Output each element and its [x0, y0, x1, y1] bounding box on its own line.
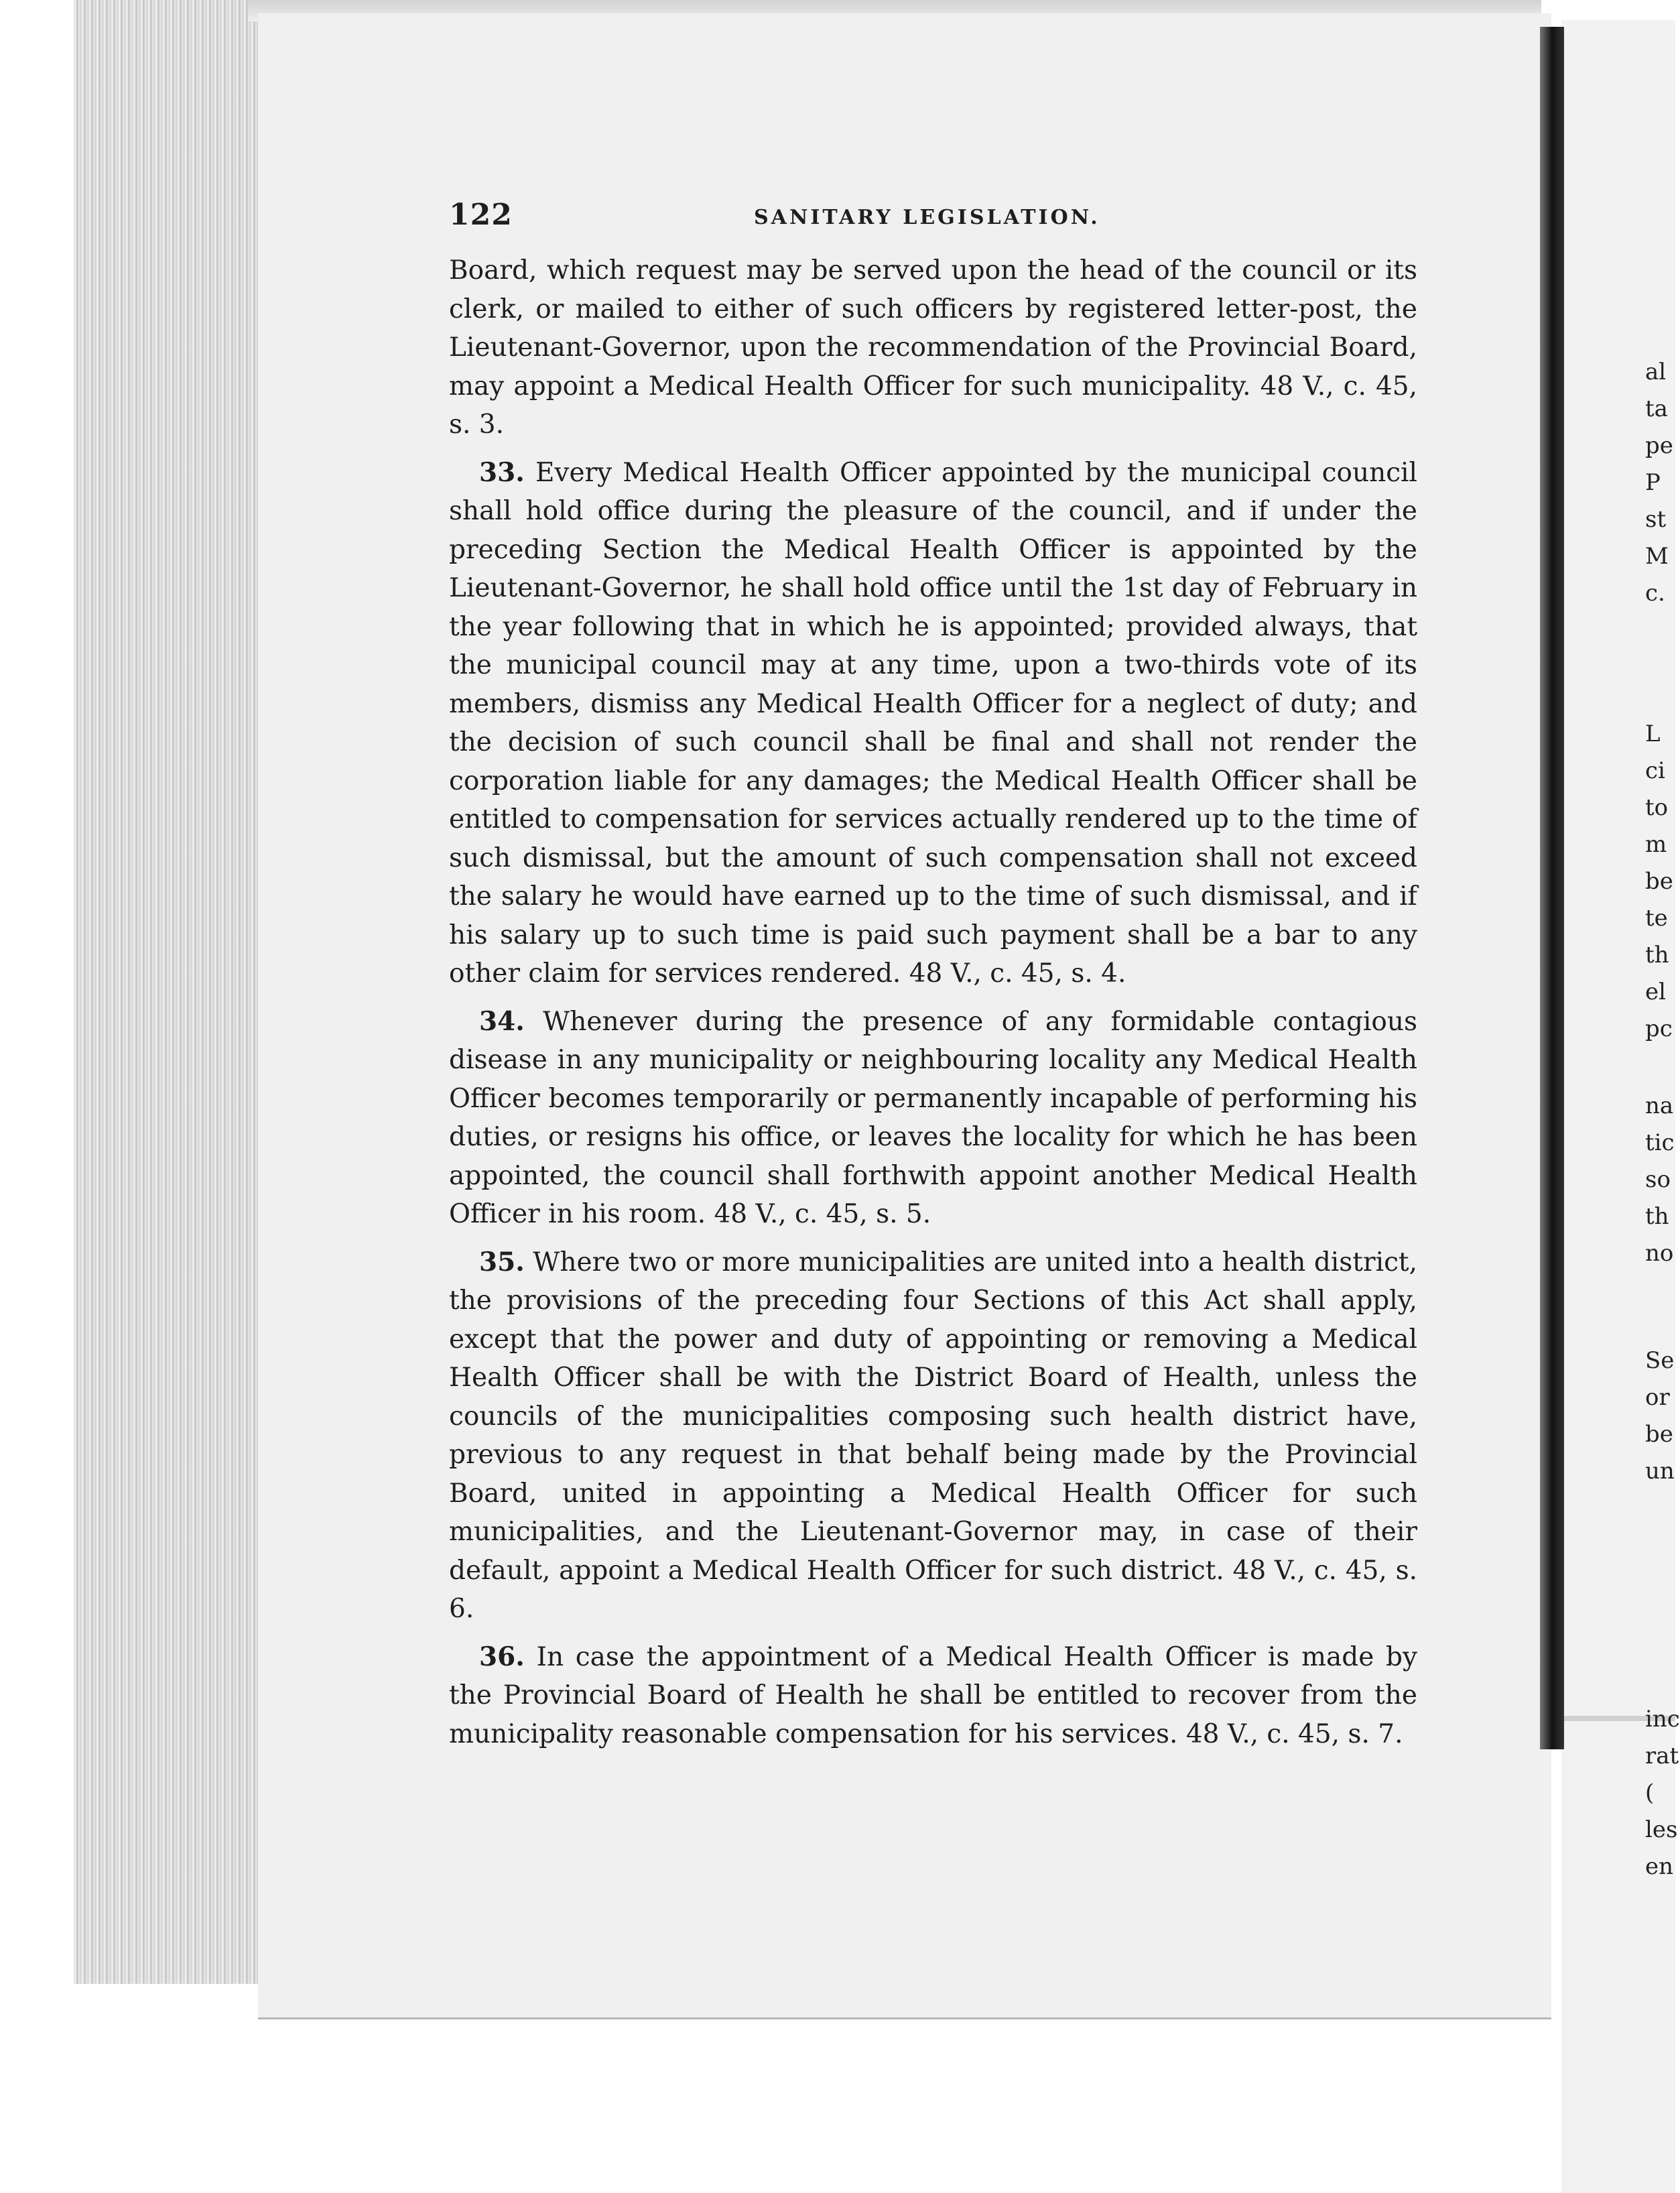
section-number: 35. [479, 1246, 525, 1277]
section-number: 36. [479, 1641, 525, 1672]
fragment: les [1645, 1816, 1678, 1843]
section-34 [449, 1003, 1417, 1234]
fragment: to [1645, 794, 1669, 821]
section-33 [449, 454, 1417, 993]
page-text-block [449, 198, 1417, 1763]
book-gutter-shadow [1540, 27, 1564, 1749]
section-number: 33. [479, 456, 525, 488]
fragment: el [1645, 979, 1666, 1005]
page-number: 122 [449, 198, 513, 232]
section-text: Every Medical Health Officer appointed by the municipal council shall hold office during the pleasure of the council, and if under the preceding Section the Medical Health Officer is appointed by the Lieutenant-Governor, he shall hold office until the 1st day of February in the year following that in which he is appointed; provided always, that the municipal council may at any time, upon a two-thirds vote of its members, dismiss any Medical Health Officer for a neglect of duty; and the decision of such council shall be final and shall not render the corporation liable for any damages; the Medical Health Officer shall be entitled to compensation for services actually rendered up to the time of such dismissal, but the amount of such compensation shall not exceed the salary he would have earned up to the time of such dismissal, and if his salary up to such time is paid such payment shall be a bar to any other claim for services rendered. 48 V., c. 45, s. 4. [449, 457, 1417, 989]
fragment: th [1645, 942, 1669, 968]
fragment: be [1645, 1421, 1673, 1448]
section-text: In case the appointment of a Medical Health Officer is made by the Provincial Board of Health he shall be entitled to recover from the municipality reasonable compensation for his services. 48 V., c. 45, s. 7. [449, 1641, 1417, 1749]
fragment: Se [1645, 1347, 1675, 1374]
fragment: un [1645, 1458, 1675, 1485]
section-text: Whenever during the presence of any formidable contagious disease in any municipality or neighbouring locality any Medical Health Officer becomes temporarily or permanently incapable of performing his duties, or resigns his office, or leaves the locality for which he has been appointed, the council shall forthwith appoint another Medical Health Officer in his room. 48 V., c. 45, s. 5. [449, 1006, 1417, 1229]
section-35 [449, 1243, 1417, 1629]
section-number: 34. [479, 1005, 525, 1037]
running-head: SANITARY LEGISLATION. [754, 206, 1100, 229]
fragment: M [1645, 543, 1669, 570]
fragment: te [1645, 905, 1668, 932]
fragment: en [1645, 1853, 1674, 1880]
book-page-edges [74, 0, 268, 1984]
fragment: L [1645, 720, 1661, 747]
fragment: al [1645, 359, 1667, 385]
fragment: ta [1645, 395, 1668, 422]
fragment: ci [1645, 757, 1665, 784]
paragraph-continued [449, 251, 1417, 444]
fragment: or [1645, 1384, 1670, 1411]
fragment: tic [1645, 1129, 1675, 1156]
section-36 [449, 1638, 1417, 1754]
fragment: na [1645, 1092, 1674, 1119]
fragment: so [1645, 1166, 1671, 1193]
fragment: st [1645, 506, 1667, 533]
fragment: th [1645, 1203, 1669, 1230]
fragment: pe [1645, 432, 1673, 459]
fragment: P [1645, 469, 1661, 496]
section-text: Where two or more municipalities are united into a health district, the provisions of the preceding four Sections of this Act shall apply, except that the power and duty of appointing or removing a Medical Health Officer shall be with the District Board of Health, unless the councils of the municipalities composing such health district have, previous to any request in that behalf being made by the Provincial Board, united in appointing a Medical Health Officer for such municipalities, and the Lieutenant-Governor may, in case of their default, appoint a Medical Health Officer for such district. 48 V., c. 45, s. 6. [449, 1247, 1417, 1624]
fragment: pc [1645, 1015, 1673, 1042]
fragment: be [1645, 868, 1673, 895]
fragment: rat [1645, 1743, 1679, 1769]
fragment: inc [1645, 1706, 1680, 1733]
fragment: c. [1645, 580, 1665, 607]
fragment: ( [1645, 1779, 1655, 1806]
fragment: no [1645, 1240, 1674, 1267]
paragraph-text: Board, which request may be served upon the head of the council or its clerk, or mailed to either of such officers by registered letter-post, the Lieutenant-Governor, upon the recommendation of the Provincial Board, may appoint a Medical Health Officer for such municipality. 48 V., c. 45, s. 3. [449, 255, 1417, 440]
fragment: m [1645, 831, 1667, 858]
facing-page-text-fragments [1645, 0, 1680, 2193]
page-header [449, 198, 1417, 251]
